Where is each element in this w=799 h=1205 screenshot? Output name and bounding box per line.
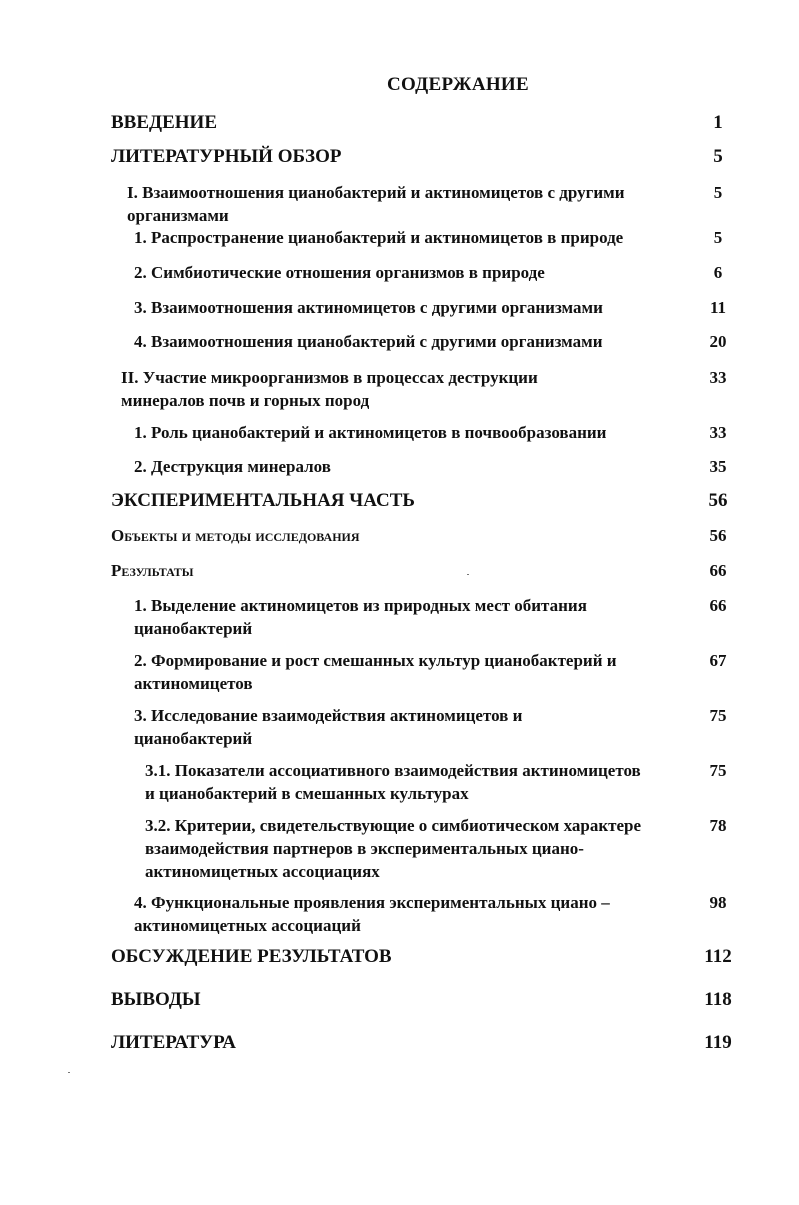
toc-entry-text: 3.2. Критерии, свидетельствующие о симбиотическом характере взаимодействия партнеров в экспериментальных циано-актиномицетных ассоциациях [145, 816, 642, 881]
toc-entry-page: 98 [709, 893, 727, 912]
toc-entry-text: 1. Распространение цианобактерий и актиномицетов в природе [134, 228, 624, 247]
toc-entry-text: 2. Формирование и рост смешанных культур цианобактерий и актиномицетов [134, 651, 617, 693]
toc-entry [134, 594, 743, 640]
toc-entry-page: 78 [709, 816, 727, 835]
toc-entry-page: 35 [709, 457, 727, 476]
toc-entry-page: 67 [709, 651, 727, 670]
toc-entry-page: 118 [704, 989, 732, 1010]
scan-speck [467, 574, 469, 575]
toc-entry-text: ЭКСПЕРИМЕНТАЛЬНАЯ ЧАСТЬ [111, 490, 415, 511]
toc-entry-page: 66 [709, 561, 727, 580]
toc-entry-page: 56 [708, 490, 728, 511]
toc-entry-page: 6 [713, 263, 723, 282]
toc-entry-text: Объекты и методы исследования [111, 526, 360, 545]
toc-entry-text: II. Участие микроорганизмов в процессах деструкции минералов почв и горных пород [121, 368, 538, 410]
toc-entry-page: 66 [709, 596, 727, 615]
toc-entry [134, 891, 743, 937]
toc-entry-page: 75 [709, 706, 727, 725]
toc-entry [145, 814, 743, 883]
toc-entry-page: 33 [709, 368, 727, 387]
toc-entry-page: 112 [704, 946, 732, 967]
toc-entry-page: 33 [709, 423, 727, 442]
toc-entry-section-1 [127, 181, 743, 227]
page-title: СОДЕРЖАНИЕ [387, 74, 529, 95]
toc-entry-text: Результаты [111, 561, 194, 580]
toc-entry-text: 1. Роль цианобактерий и актиномицетов в почвообразовании [134, 423, 607, 442]
toc-entry-page: 56 [709, 526, 727, 545]
toc-entry-text: ОБСУЖДЕНИЕ РЕЗУЛЬТАТОВ [111, 946, 392, 967]
toc-entry-page: 5 [713, 228, 723, 247]
toc-entry-page: 5 [713, 146, 723, 167]
toc-entry-page: 11 [709, 298, 727, 317]
toc-entry-text: 3.1. Показатели ассоциативного взаимодействия актиномицетов и цианобактерий в смешанных культурах [145, 761, 641, 803]
toc-entry-text: 2. Симбиотические отношения организмов в природе [134, 263, 545, 282]
toc-entry-text: 2. Деструкция минералов [134, 457, 331, 476]
toc-entry [145, 759, 743, 805]
toc-entry-text: ВВЕДЕНИЕ [111, 112, 217, 133]
toc-entry-page: 119 [704, 1032, 732, 1053]
toc-entry [134, 704, 743, 750]
toc-entry-section-2 [121, 366, 743, 412]
toc-entry-page: 75 [709, 761, 727, 780]
toc-entry-page: 5 [713, 183, 723, 202]
toc-entry-text: 3. Взаимоотношения актиномицетов с другими организмами [134, 298, 603, 317]
toc-entry-text: 4. Функциональные проявления экспериментальных циано – актиномицетных ассоциаций [134, 893, 610, 935]
toc-entry-page: 1 [713, 112, 723, 133]
toc-entry-text: 1. Выделение актиномицетов из природных мест обитания цианобактерий [134, 596, 587, 638]
toc-entry-text: ЛИТЕРАТУРНЫЙ ОБЗОР [111, 146, 342, 167]
toc-entry-text: 3. Исследование взаимодействия актиномицетов и цианобактерий [134, 706, 523, 748]
toc-entry-page: 20 [709, 332, 727, 351]
toc-entry-text: 4. Взаимоотношения цианобактерий с другими организмами [134, 332, 603, 351]
toc-entry [134, 649, 743, 695]
toc-entry-text: ЛИТЕРАТУРА [111, 1032, 237, 1053]
toc-entry-text: I. Взаимоотношения цианобактерий и актиномицетов с другими организмами [127, 183, 625, 225]
toc-entry-text: ВЫВОДЫ [111, 989, 201, 1010]
scan-speck [68, 1072, 70, 1073]
